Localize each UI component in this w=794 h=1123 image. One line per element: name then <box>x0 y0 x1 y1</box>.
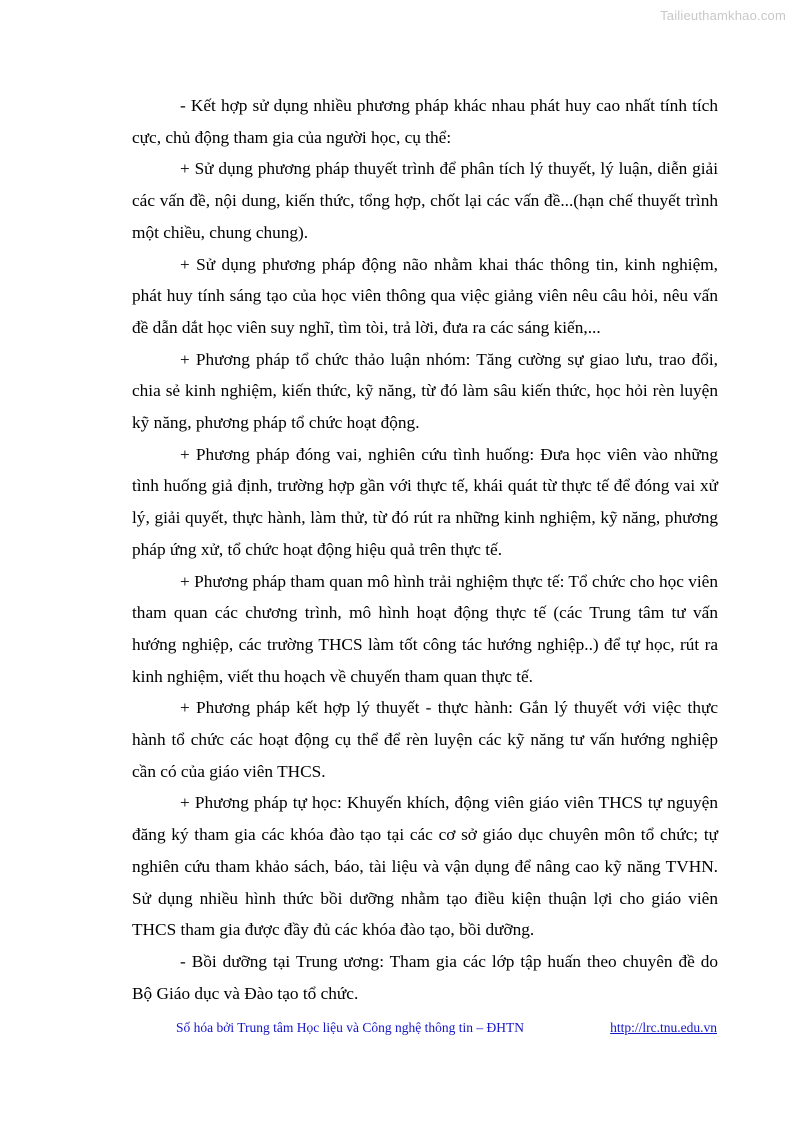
page-footer <box>176 1020 717 1036</box>
paragraph-central-training: - Bồi dưỡng tại Trung ương: Tham gia các lớp tập huấn theo chuyên đề do Bộ Giáo dục và Đào tạo tổ chức. <box>132 951 718 1003</box>
paragraph-brainstorm-method: + Sử dụng phương pháp động não nhằm khai thác thông tin, kinh nghiệm, phát huy tính sáng tạo của học viên thông qua việc giảng viên nêu câu hỏi, nêu vấn đề dẫn dắt học viên suy nghĩ, tìm tòi, trả lời, đưa ra các sáng kiến,... <box>132 254 718 337</box>
watermark-text: Tailieuthamkhao.com <box>660 8 786 23</box>
paragraph-combine-methods: - Kết hợp sử dụng nhiều phương pháp khác nhau phát huy cao nhất tính tích cực, chủ động tham gia của người học, cụ thể: <box>132 96 718 147</box>
footer-credit: Số hóa bởi Trung tâm Học liệu và Công nghệ thông tin – ĐHTN <box>176 1020 525 1035</box>
paragraph-field-visit-method: + Phương pháp tham quan mô hình trải nghiệm thực tế: Tổ chức cho học viên tham quan các chương trình, mô hình hoạt động thực tế (các Trung tâm tư vấn hướng nghiệp, các trường THCS làm tốt công tác hướng nghiệp..) để tự học, rút ra kinh nghiệm, viết thu hoạch về chuyến tham quan thực tế. <box>132 571 718 686</box>
paragraph-presentation-method: + Sử dụng phương pháp thuyết trình để phân tích lý thuyết, lý luận, diễn giải các vấn đề, nội dung, kiến thức, tổng hợp, chốt lại các vấn đề...(hạn chế thuyết trình một chiều, chung chung). <box>132 159 718 242</box>
footer-link[interactable]: http://lrc.tnu.edu.vn <box>610 1020 717 1035</box>
paragraph-theory-practice-method: + Phương pháp kết hợp lý thuyết - thực hành: Gắn lý thuyết với việc thực hành tổ chức các hoạt động cụ thể để rèn luyện các kỹ năng tư vấn hướng nghiệp cần có của giáo viên THCS. <box>132 698 718 781</box>
paragraph-group-discussion-method: + Phương pháp tổ chức thảo luận nhóm: Tăng cường sự giao lưu, trao đổi, chia sẻ kinh nghiệm, kiến thức, kỹ năng, từ đó làm sâu kiến thức, học hỏi rèn luyện kỹ năng, phương pháp tổ chức hoạt động. <box>132 349 718 433</box>
paragraph-self-study-method: + Phương pháp tự học: Khuyến khích, động viên giáo viên THCS tự nguyện đăng ký tham gia các khóa đào tạo tại các cơ sở giáo dục chuyên môn tổ chức; tự nghiên cứu tham khảo sách, báo, tài liệu và vận dụng để nâng cao kỹ năng TVHN. Sử dụng nhiều hình thức bồi dưỡng nhằm tạo điều kiện thuận lợi cho giáo viên THCS tham gia được đầy đủ các khóa đào tạo, bồi dưỡng. <box>132 793 718 940</box>
paragraph-role-play-method: + Phương pháp đóng vai, nghiên cứu tình huống: Đưa học viên vào những tình huống giả định, trường hợp gần với thực tế, khái quát từ thực tế để đóng vai xử lý, giải quyết, thực hành, làm thử, từ đó rút ra những kinh nghiệm, kỹ năng, phương pháp ứng xử, tổ chức hoạt động hiệu quả trên thực tế. <box>132 444 718 559</box>
document-body <box>132 90 718 1009</box>
